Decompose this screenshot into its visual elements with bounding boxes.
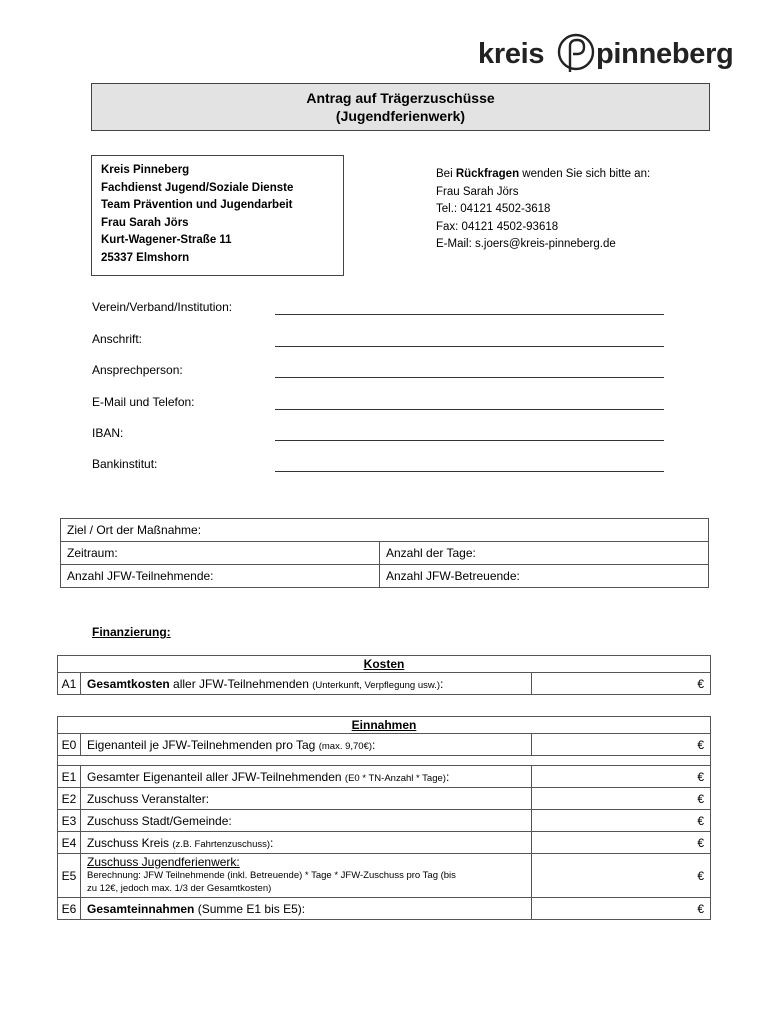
amount-field[interactable]: € <box>532 898 711 920</box>
field-label: E-Mail und Telefon: <box>92 395 195 409</box>
row-code: E3 <box>58 810 81 832</box>
form-title-line1: Antrag auf Trägerzuschüsse <box>306 90 495 106</box>
measure-table <box>60 518 709 588</box>
kosten-header: Kosten <box>58 656 711 673</box>
contact-intro: Bei Rückfragen wenden Sie sich bitte an: <box>436 168 651 180</box>
amount-field[interactable]: € <box>532 854 711 898</box>
table-spacer <box>58 756 711 766</box>
form-title-line2: (Jugendferienwerk) <box>335 108 466 124</box>
field-label: Verein/Verband/Institution: <box>92 300 233 314</box>
row-label: Gesamter Eigenanteil aller JFW-Teilnehmenden (E0 * TN-Anzahl * Tage): <box>81 766 532 788</box>
measure-betreuende[interactable]: Anzahl JFW-Betreuende: <box>380 565 709 588</box>
logo-word-kreis: kreis <box>478 38 545 70</box>
recipient-address <box>91 155 344 276</box>
field-input-line[interactable] <box>275 471 664 472</box>
table-row <box>58 673 711 695</box>
amount-field[interactable]: € <box>532 734 711 756</box>
field-input-line[interactable] <box>275 409 664 410</box>
row-code: E6 <box>58 898 81 920</box>
amount-field[interactable]: € <box>532 673 711 695</box>
address-line: 25337 Elmshorn <box>101 251 190 264</box>
kreis-pinneberg-logo <box>478 22 738 82</box>
table-row <box>58 854 711 898</box>
row-code: E4 <box>58 832 81 854</box>
measure-teilnehmende[interactable]: Anzahl JFW-Teilnehmende: <box>61 565 380 588</box>
row-code: E1 <box>58 766 81 788</box>
table-row <box>58 766 711 788</box>
contact-name: Frau Sarah Jörs <box>436 185 519 198</box>
field-input-line[interactable] <box>275 377 664 378</box>
row-label: Eigenanteil je JFW-Teilnehmenden pro Tag (max. 9,70€): <box>81 734 532 756</box>
field-input-line[interactable] <box>275 314 664 315</box>
field-input-line[interactable] <box>275 440 664 441</box>
address-line: Kreis Pinneberg <box>101 164 190 176</box>
amount-field[interactable]: € <box>532 832 711 854</box>
contact-info <box>436 166 650 254</box>
field-label: Bankinstitut: <box>92 457 158 471</box>
measure-tage[interactable]: Anzahl der Tage: <box>380 542 709 565</box>
row-label: Zuschuss Stadt/Gemeinde: <box>81 810 532 832</box>
row-code: E5 <box>58 854 81 898</box>
measure-ziel[interactable]: Ziel / Ort der Maßnahme: <box>61 519 709 542</box>
field-label: IBAN: <box>92 426 124 440</box>
logo-mark-icon <box>556 30 596 76</box>
address-line: Frau Sarah Jörs <box>101 216 189 229</box>
contact-tel: Tel.: 04121 4502-3618 <box>436 203 551 216</box>
kosten-table <box>57 655 711 695</box>
address-line: Fachdienst Jugend/Soziale Dienste <box>101 181 294 194</box>
row-label: Zuschuss Veranstalter: <box>81 788 532 810</box>
field-label: Ansprechperson: <box>92 363 183 377</box>
amount-field[interactable]: € <box>532 788 711 810</box>
amount-field[interactable]: € <box>532 766 711 788</box>
row-code: E2 <box>58 788 81 810</box>
row-label: Gesamteinnahmen (Summe E1 bis E5): <box>81 898 532 920</box>
table-row <box>58 832 711 854</box>
row-code: A1 <box>58 673 81 695</box>
finanzierung-heading: Finanzierung: <box>92 625 171 639</box>
table-row <box>58 810 711 832</box>
field-label: Anschrift: <box>92 332 143 346</box>
address-line: Team Prävention und Jugendarbeit <box>101 199 293 212</box>
measure-zeitraum[interactable]: Zeitraum: <box>61 542 380 565</box>
contact-email[interactable]: E-Mail: s.joers@kreis-pinneberg.de <box>436 238 616 251</box>
address-line: Kurt-Wagener-Straße 11 <box>101 234 232 247</box>
einnahmen-header: Einnahmen <box>58 717 711 734</box>
einnahmen-table <box>57 716 711 920</box>
table-row <box>58 898 711 920</box>
field-input-line[interactable] <box>275 346 664 347</box>
row-label: Zuschuss Jugendferienwerk: Berechnung: JFW Teilnehmende (inkl. Betreuende) * Tage * JFW-Zuschuss pro Tag (bis zu 12€, jedoch max. 1/3 der Gesamtkosten) <box>81 854 532 898</box>
row-label: Gesamtkosten aller JFW-Teilnehmenden (Unterkunft, Verpflegung usw.): <box>81 673 532 695</box>
amount-field[interactable]: € <box>532 810 711 832</box>
table-row <box>58 788 711 810</box>
table-row <box>58 734 711 756</box>
form-title <box>91 83 710 131</box>
row-label: Zuschuss Kreis (z.B. Fahrtenzuschuss): <box>81 832 532 854</box>
logo-word-pinneberg: pinneberg <box>596 38 734 70</box>
row-code: E0 <box>58 734 81 756</box>
contact-fax: Fax: 04121 4502-93618 <box>436 220 559 233</box>
